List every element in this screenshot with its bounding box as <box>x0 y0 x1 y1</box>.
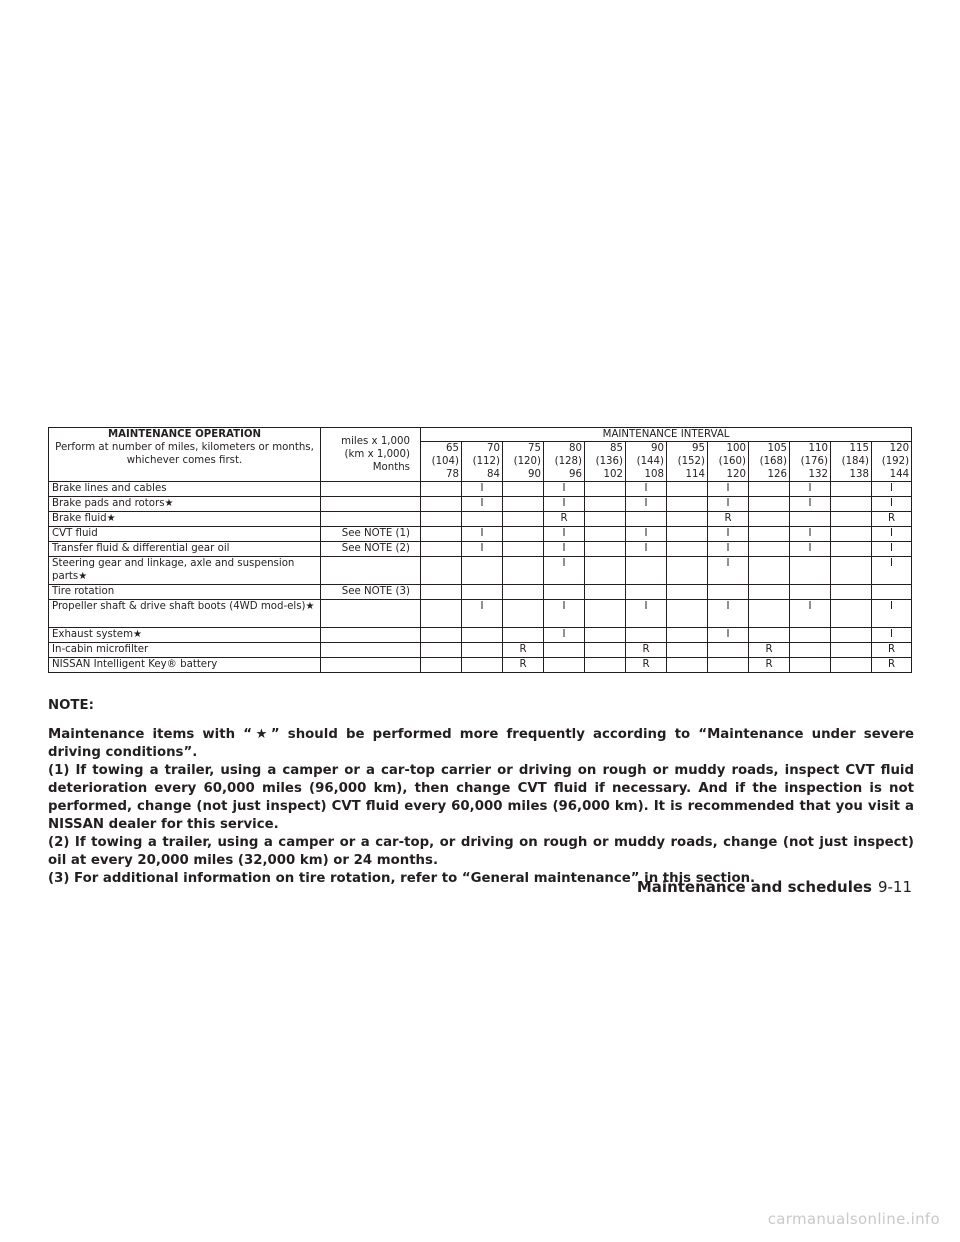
interval-mark <box>667 542 708 557</box>
interval-months: 114 <box>685 469 705 480</box>
interval-mark: I <box>544 497 585 512</box>
interval-mark <box>667 628 708 643</box>
interval-mark: I <box>462 497 503 512</box>
maintenance-item-label: Exhaust system <box>52 629 133 640</box>
interval-mark: I <box>544 542 585 557</box>
interval-mark: R <box>749 643 790 658</box>
interval-mark <box>667 512 708 527</box>
interval-mark <box>831 643 872 658</box>
interval-mark: R <box>708 512 749 527</box>
interval-mark <box>626 557 667 585</box>
interval-mark: I <box>544 557 585 585</box>
interval-mark <box>667 557 708 585</box>
notes-heading: NOTE: <box>48 698 94 713</box>
interval-mark: R <box>872 643 912 658</box>
schedule-body <box>49 482 912 673</box>
table-row <box>49 557 912 585</box>
interval-mark <box>667 585 708 600</box>
maintenance-item-label: Brake pads and rotors <box>52 498 165 509</box>
maintenance-item <box>49 643 321 658</box>
interval-mark: I <box>626 497 667 512</box>
interval-km: (160) <box>718 456 746 467</box>
interval-mark: I <box>708 527 749 542</box>
interval-mark <box>667 497 708 512</box>
maintenance-note-ref <box>321 497 421 512</box>
interval-months: 84 <box>487 469 500 480</box>
watermark: carmanualsonline.info <box>767 1210 940 1228</box>
maintenance-item <box>49 658 321 673</box>
interval-mark <box>421 658 462 673</box>
interval-mark <box>831 482 872 497</box>
interval-miles: 80 <box>569 443 582 454</box>
interval-mark: I <box>544 527 585 542</box>
maintenance-item <box>49 628 321 643</box>
interval-cell <box>503 442 544 482</box>
maintenance-item-label: In-cabin microfilter <box>52 644 149 655</box>
interval-km: (152) <box>677 456 705 467</box>
interval-mark <box>872 585 912 600</box>
interval-mark <box>790 512 831 527</box>
interval-miles: 105 <box>767 443 787 454</box>
interval-mark: I <box>544 600 585 628</box>
units-miles: miles x 1,000 <box>341 436 410 447</box>
interval-km: (136) <box>595 456 623 467</box>
interval-mark <box>585 482 626 497</box>
interval-miles: 85 <box>610 443 623 454</box>
maintenance-item <box>49 557 321 585</box>
interval-mark <box>831 585 872 600</box>
interval-mark <box>421 628 462 643</box>
interval-mark <box>585 643 626 658</box>
interval-mark: R <box>626 643 667 658</box>
interval-km: (112) <box>472 456 500 467</box>
maintenance-note-ref: See NOTE (3) <box>321 585 421 600</box>
interval-cell <box>544 442 585 482</box>
interval-mark: I <box>708 600 749 628</box>
table-row <box>49 585 912 600</box>
interval-mark <box>503 600 544 628</box>
table-row <box>49 600 912 628</box>
interval-mark <box>626 512 667 527</box>
interval-mark: R <box>626 658 667 673</box>
maintenance-item <box>49 585 321 600</box>
interval-mark <box>585 542 626 557</box>
interval-mark <box>749 497 790 512</box>
maintenance-item-label: NISSAN Intelligent Key® battery <box>52 659 218 670</box>
interval-km: (120) <box>513 456 541 467</box>
note-3: (3) For additional information on tire rotation, refer to “General maintenance” in this section. <box>48 871 756 886</box>
maintenance-item <box>49 482 321 497</box>
units-header <box>321 428 421 482</box>
maintenance-schedule-table <box>48 427 912 673</box>
interval-months: 96 <box>569 469 582 480</box>
interval-mark <box>462 643 503 658</box>
interval-mark: I <box>544 482 585 497</box>
maintenance-item-label: Propeller shaft & drive shaft boots (4WD mod-els) <box>52 601 306 612</box>
interval-mark <box>667 527 708 542</box>
interval-mark <box>831 497 872 512</box>
interval-mark <box>667 600 708 628</box>
footer-section-title: Maintenance and schedules <box>636 878 872 896</box>
interval-mark <box>831 628 872 643</box>
interval-cell <box>626 442 667 482</box>
interval-mark <box>585 557 626 585</box>
maintenance-item <box>49 497 321 512</box>
interval-km: (176) <box>800 456 828 467</box>
maintenance-interval-header: MAINTENANCE INTERVAL <box>421 428 912 442</box>
interval-mark: I <box>872 628 912 643</box>
maintenance-note-ref <box>321 600 421 628</box>
interval-miles: 65 <box>446 443 459 454</box>
star-icon: ★ <box>305 601 315 612</box>
interval-mark: I <box>872 497 912 512</box>
interval-mark <box>503 585 544 600</box>
interval-mark <box>421 600 462 628</box>
note-star: Maintenance items with “★” should be performed more frequently according to “Maintenance under severe driving conditions”. <box>48 727 914 760</box>
interval-mark <box>585 600 626 628</box>
interval-mark: I <box>790 497 831 512</box>
interval-months: 108 <box>644 469 664 480</box>
interval-mark <box>585 628 626 643</box>
interval-mark: I <box>790 527 831 542</box>
interval-miles: 95 <box>692 443 705 454</box>
maintenance-note-ref <box>321 628 421 643</box>
interval-mark: I <box>626 482 667 497</box>
interval-mark <box>790 585 831 600</box>
notes-section <box>48 697 914 888</box>
interval-mark <box>462 557 503 585</box>
interval-mark: R <box>749 658 790 673</box>
interval-mark <box>831 542 872 557</box>
interval-mark <box>503 628 544 643</box>
interval-mark <box>462 658 503 673</box>
interval-mark <box>503 497 544 512</box>
interval-mark <box>626 585 667 600</box>
table-row <box>49 482 912 497</box>
maintenance-item <box>49 542 321 557</box>
interval-miles: 100 <box>726 443 746 454</box>
interval-mark <box>544 658 585 673</box>
interval-mark <box>708 585 749 600</box>
footer-page-number: 9-11 <box>877 878 912 896</box>
interval-months: 144 <box>889 469 910 480</box>
interval-miles: 115 <box>849 443 869 454</box>
maintenance-item-label: CVT fluid <box>52 528 98 539</box>
interval-mark: I <box>462 600 503 628</box>
interval-miles: 120 <box>889 443 910 454</box>
interval-mark <box>831 557 872 585</box>
interval-mark <box>831 527 872 542</box>
interval-miles: 70 <box>487 443 500 454</box>
star-icon: ★ <box>164 498 174 509</box>
interval-mark <box>585 658 626 673</box>
interval-mark <box>708 658 749 673</box>
interval-cell <box>667 442 708 482</box>
interval-mark: I <box>790 482 831 497</box>
interval-miles: 90 <box>651 443 664 454</box>
units-months: Months <box>372 462 410 473</box>
interval-mark <box>421 643 462 658</box>
interval-mark: I <box>872 557 912 585</box>
interval-mark <box>421 557 462 585</box>
maintenance-note-ref <box>321 482 421 497</box>
interval-mark <box>462 512 503 527</box>
interval-months: 90 <box>528 469 541 480</box>
interval-mark <box>503 512 544 527</box>
interval-mark: R <box>872 512 912 527</box>
interval-mark <box>790 557 831 585</box>
interval-km: (104) <box>431 456 459 467</box>
interval-mark: I <box>790 600 831 628</box>
interval-mark: R <box>503 658 544 673</box>
interval-miles: 110 <box>808 443 828 454</box>
interval-mark <box>626 628 667 643</box>
maintenance-item <box>49 600 321 628</box>
maintenance-item-label: Brake lines and cables <box>52 483 167 494</box>
table-row <box>49 512 912 527</box>
interval-mark: R <box>503 643 544 658</box>
interval-miles: 75 <box>528 443 541 454</box>
interval-km: (192) <box>881 456 910 467</box>
interval-mark <box>421 542 462 557</box>
note-2: (2) If towing a trailer, using a camper or a car-top, or driving on rough or muddy roads, change (not just inspect) oil at every 20,000 miles (32,000 km) or 24 months. <box>48 835 914 868</box>
interval-mark <box>462 628 503 643</box>
interval-mark <box>544 585 585 600</box>
interval-mark <box>421 512 462 527</box>
maintenance-note-ref <box>321 512 421 527</box>
interval-mark <box>462 585 503 600</box>
interval-cell <box>831 442 872 482</box>
interval-mark <box>585 497 626 512</box>
page-footer <box>0 878 912 896</box>
maintenance-operation-description: Perform at number of miles, kilometers or months, whichever comes first. <box>55 442 314 466</box>
maintenance-item-label: Brake fluid <box>52 513 107 524</box>
interval-mark: I <box>872 527 912 542</box>
interval-mark <box>831 512 872 527</box>
maintenance-operation-title: MAINTENANCE OPERATION <box>107 429 262 440</box>
interval-mark <box>749 482 790 497</box>
interval-mark <box>667 643 708 658</box>
interval-mark: I <box>626 542 667 557</box>
maintenance-note-ref <box>321 557 421 585</box>
interval-mark: R <box>872 658 912 673</box>
interval-cell <box>790 442 831 482</box>
interval-mark <box>503 527 544 542</box>
interval-mark <box>749 628 790 643</box>
interval-mark <box>585 527 626 542</box>
maintenance-operation-header <box>49 428 321 482</box>
table-row <box>49 628 912 643</box>
interval-mark: I <box>708 482 749 497</box>
interval-mark <box>749 600 790 628</box>
interval-mark <box>667 482 708 497</box>
interval-cell <box>749 442 790 482</box>
interval-km: (144) <box>636 456 664 467</box>
interval-mark: I <box>708 557 749 585</box>
interval-mark <box>585 512 626 527</box>
interval-mark <box>421 497 462 512</box>
interval-mark <box>790 643 831 658</box>
table-row <box>49 658 912 673</box>
star-icon: ★ <box>106 513 116 524</box>
interval-mark <box>708 643 749 658</box>
interval-mark <box>421 482 462 497</box>
table-row <box>49 542 912 557</box>
star-icon: ★ <box>133 629 142 640</box>
interval-mark <box>749 527 790 542</box>
interval-mark <box>749 557 790 585</box>
interval-mark <box>790 628 831 643</box>
maintenance-item-label: Tire rotation <box>52 586 115 597</box>
interval-mark: I <box>790 542 831 557</box>
maintenance-item-label: Transfer fluid & differential gear oil <box>52 543 230 554</box>
interval-cell <box>585 442 626 482</box>
interval-mark: I <box>708 542 749 557</box>
interval-mark <box>503 542 544 557</box>
interval-mark <box>749 585 790 600</box>
interval-mark <box>585 585 626 600</box>
interval-cell <box>421 442 462 482</box>
maintenance-note-ref: See NOTE (1) <box>321 527 421 542</box>
interval-mark: I <box>872 600 912 628</box>
interval-months: 78 <box>446 469 459 480</box>
interval-mark: I <box>708 497 749 512</box>
interval-mark <box>503 482 544 497</box>
maintenance-item <box>49 527 321 542</box>
interval-months: 102 <box>603 469 623 480</box>
star-icon: ★ <box>78 571 88 582</box>
table-row <box>49 643 912 658</box>
interval-mark: I <box>626 527 667 542</box>
interval-mark <box>831 600 872 628</box>
interval-mark: I <box>462 542 503 557</box>
interval-mark <box>831 658 872 673</box>
interval-mark: I <box>872 482 912 497</box>
note-1: (1) If towing a trailer, using a camper or a car-top carrier or driving on rough or muddy roads, inspect CVT fluid deterioration every 60,000 miles (96,000 km), then change CVT fluid if necessary. And if the inspection is not performed, change (not just inspect) CVT fluid every 60,000 miles (96,000 km). It is recommended that you visit a NISSAN dealer for this service. <box>48 763 914 832</box>
maintenance-note-ref <box>321 658 421 673</box>
table-row <box>49 497 912 512</box>
interval-mark: I <box>462 482 503 497</box>
interval-mark: I <box>544 628 585 643</box>
interval-km: (128) <box>554 456 582 467</box>
maintenance-item-label: Steering gear and linkage, axle and suspension parts <box>52 558 295 582</box>
interval-months: 126 <box>767 469 787 480</box>
interval-mark <box>790 658 831 673</box>
interval-mark <box>667 658 708 673</box>
maintenance-note-ref: See NOTE (2) <box>321 542 421 557</box>
interval-cell <box>708 442 749 482</box>
interval-mark: R <box>544 512 585 527</box>
interval-km: (168) <box>759 456 787 467</box>
interval-mark: I <box>462 527 503 542</box>
interval-mark <box>421 585 462 600</box>
interval-months: 138 <box>849 469 869 480</box>
interval-cell <box>462 442 503 482</box>
maintenance-item <box>49 512 321 527</box>
interval-mark <box>421 527 462 542</box>
interval-months: 120 <box>726 469 746 480</box>
interval-mark <box>749 542 790 557</box>
interval-mark <box>544 643 585 658</box>
interval-months: 132 <box>808 469 828 480</box>
maintenance-note-ref <box>321 643 421 658</box>
interval-mark: I <box>872 542 912 557</box>
interval-mark: I <box>626 600 667 628</box>
interval-cell <box>872 442 912 482</box>
interval-mark <box>503 557 544 585</box>
table-row <box>49 527 912 542</box>
interval-mark: I <box>708 628 749 643</box>
interval-mark <box>749 512 790 527</box>
units-km: (km x 1,000) <box>344 449 410 460</box>
interval-km: (184) <box>841 456 869 467</box>
